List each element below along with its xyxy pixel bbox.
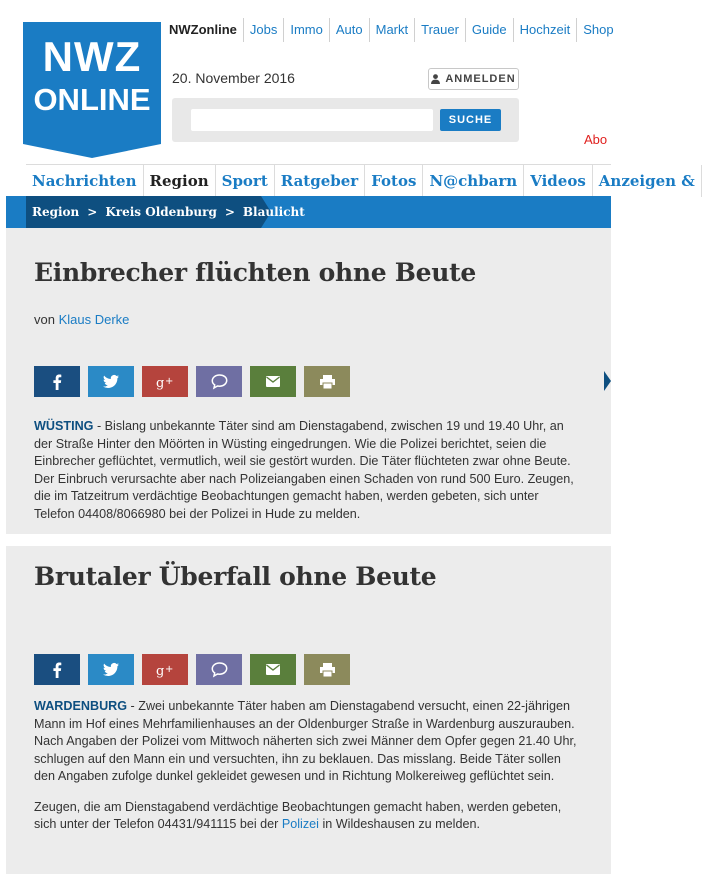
byline-prefix: von (34, 312, 55, 327)
author-link[interactable]: Klaus Derke (58, 312, 130, 327)
toplink-auto[interactable]: Auto (329, 18, 369, 42)
paragraph-text: in Wildeshausen zu melden. (318, 817, 480, 831)
nav-nachrichten[interactable]: Nachrichten (26, 165, 144, 197)
article-byline (34, 312, 129, 327)
user-icon (431, 74, 440, 84)
facebook-share-button[interactable] (34, 366, 80, 397)
nav-sport[interactable]: Sport (216, 165, 275, 197)
login-label: ANMELDEN (445, 73, 516, 85)
article-body (34, 698, 582, 847)
mail-share-button[interactable] (250, 654, 296, 685)
breadcrumb-kreis-oldenburg[interactable]: Kreis Oldenburg (105, 205, 217, 219)
breadcrumb-region[interactable]: Region (32, 205, 80, 219)
mail-share-button[interactable] (250, 366, 296, 397)
nav-videos[interactable]: Videos (524, 165, 593, 197)
comment-button[interactable] (196, 654, 242, 685)
dateline-place: WARDENBURG (34, 699, 128, 713)
toplink-jobs[interactable]: Jobs (243, 18, 283, 42)
svg-text:+: + (165, 663, 174, 675)
paragraph-text: Zeugen, die am Dienstagabend verdächtige Beobachtungen gemacht haben, werden gebeten, sich unter der Telefon 04431/941115 bei der (34, 799, 562, 831)
comment-button[interactable] (196, 366, 242, 397)
print-icon (320, 663, 335, 677)
article-body (34, 418, 582, 536)
nav-region[interactable]: Region (144, 165, 216, 197)
nav-ratgeber[interactable]: Ratgeber (275, 165, 365, 197)
comment-icon (211, 374, 228, 389)
google-plus-icon (155, 663, 175, 677)
nav-fotos[interactable]: Fotos (365, 165, 423, 197)
share-buttons (34, 654, 350, 685)
print-button[interactable] (304, 654, 350, 685)
article-title: Brutaler Überfall ohne Beute (34, 562, 437, 591)
google-plus-share-button[interactable] (142, 654, 188, 685)
toplink-immo[interactable]: Immo (283, 18, 329, 42)
google-plus-icon (155, 375, 175, 389)
abo-link[interactable]: Abo (584, 132, 608, 147)
svg-text:g: g (156, 663, 165, 679)
print-icon (320, 375, 335, 389)
search-button[interactable]: SUCHE (440, 109, 501, 131)
nav-anzeigen[interactable]: Anzeigen & (593, 165, 702, 197)
comment-icon (211, 662, 228, 677)
toplink-nwzonline[interactable]: NWZonline (163, 18, 243, 42)
search-bar (172, 98, 519, 142)
next-article-chevron-icon[interactable] (604, 371, 611, 391)
main-navigation (26, 164, 695, 197)
facebook-icon (52, 662, 62, 678)
article-paragraph (34, 698, 582, 786)
breadcrumb (32, 196, 305, 228)
google-plus-share-button[interactable] (142, 366, 188, 397)
article-einbrecher (6, 228, 611, 534)
nav-nachbarn[interactable]: N@chbarn (423, 165, 524, 197)
toplink-guide[interactable]: Guide (465, 18, 513, 42)
share-buttons (34, 366, 350, 397)
article-paragraph (34, 799, 582, 834)
facebook-share-button[interactable] (34, 654, 80, 685)
article-title: Einbrecher flüchten ohne Beute (34, 258, 476, 287)
login-button[interactable] (428, 68, 519, 90)
nwz-online-logo[interactable] (23, 22, 161, 144)
twitter-share-button[interactable] (88, 366, 134, 397)
twitter-icon (103, 663, 119, 676)
logo-line-2: ONLINE (33, 82, 151, 117)
search-input[interactable] (191, 109, 433, 131)
breadcrumb-separator: > (87, 205, 98, 219)
toplink-trauer[interactable]: Trauer (414, 18, 465, 42)
site-header (6, 6, 614, 164)
breadcrumb-blaulicht[interactable]: Blaulicht (242, 205, 305, 219)
polizei-link[interactable]: Polizei (281, 817, 319, 831)
page (6, 6, 695, 874)
dateline-place: WÜSTING (34, 419, 94, 433)
current-date: 20. November 2016 (172, 70, 295, 86)
twitter-share-button[interactable] (88, 654, 134, 685)
breadcrumb-bar (6, 196, 611, 228)
toplink-hochzeit[interactable]: Hochzeit (513, 18, 577, 42)
mail-icon (266, 376, 280, 387)
twitter-icon (103, 375, 119, 388)
svg-text:+: + (165, 375, 174, 387)
paragraph-text: - Zwei unbekannte Täter haben am Dienstagabend versucht, einen 22-jährigen Mann im Hof eines Mehrfamilienhauses an der Oldenburger Straße in Wardenburg auszurauben. Nach Angaben der Polizei vom Mittwoch näherten sich zwei Männer dem Opfer gegen 21.40 Uhr, schlugen auf den Mann ein und versuchten, ihn zu beklauen. Das misslang. Beide Täter sollen den Angaben zufolge dunkel gekleidet gewesen und in Richtung Molkereiweg geflüchtet sein. (34, 699, 577, 783)
print-button[interactable] (304, 366, 350, 397)
toplink-shop[interactable]: Shop (576, 18, 619, 42)
top-links (163, 18, 620, 42)
facebook-icon (52, 374, 62, 390)
toplink-markt[interactable]: Markt (369, 18, 415, 42)
breadcrumb-separator: > (224, 205, 235, 219)
mail-icon (266, 664, 280, 675)
svg-text:g: g (156, 375, 165, 391)
article-ueberfall (6, 546, 611, 874)
logo-line-1: NWZ (42, 33, 142, 80)
logo-pennant (23, 144, 161, 158)
article-paragraph (34, 418, 582, 523)
paragraph-text: - Bislang unbekannte Täter sind am Dienstagabend, zwischen 19 und 19.40 Uhr, an der Straße Hinter den Möörten in Wüsting eingedrungen. Wie die Polizei berichtet, seien die Einbrecher geflüchtet, vermutlich, weil sie gestört wurden. Die Täter flüchteten zwar ohne Beute. Der Einbruch verursachte aber nach Polizeiangaben einen Schaden von rund 500 Euro. Zeugen, die im Tatzeitrum verdächtige Beobachtungen gemacht haben, werden gebeten, sich unter Telefon 04408/8066980 bei der Polizei in Hude zu melden. (34, 419, 574, 521)
